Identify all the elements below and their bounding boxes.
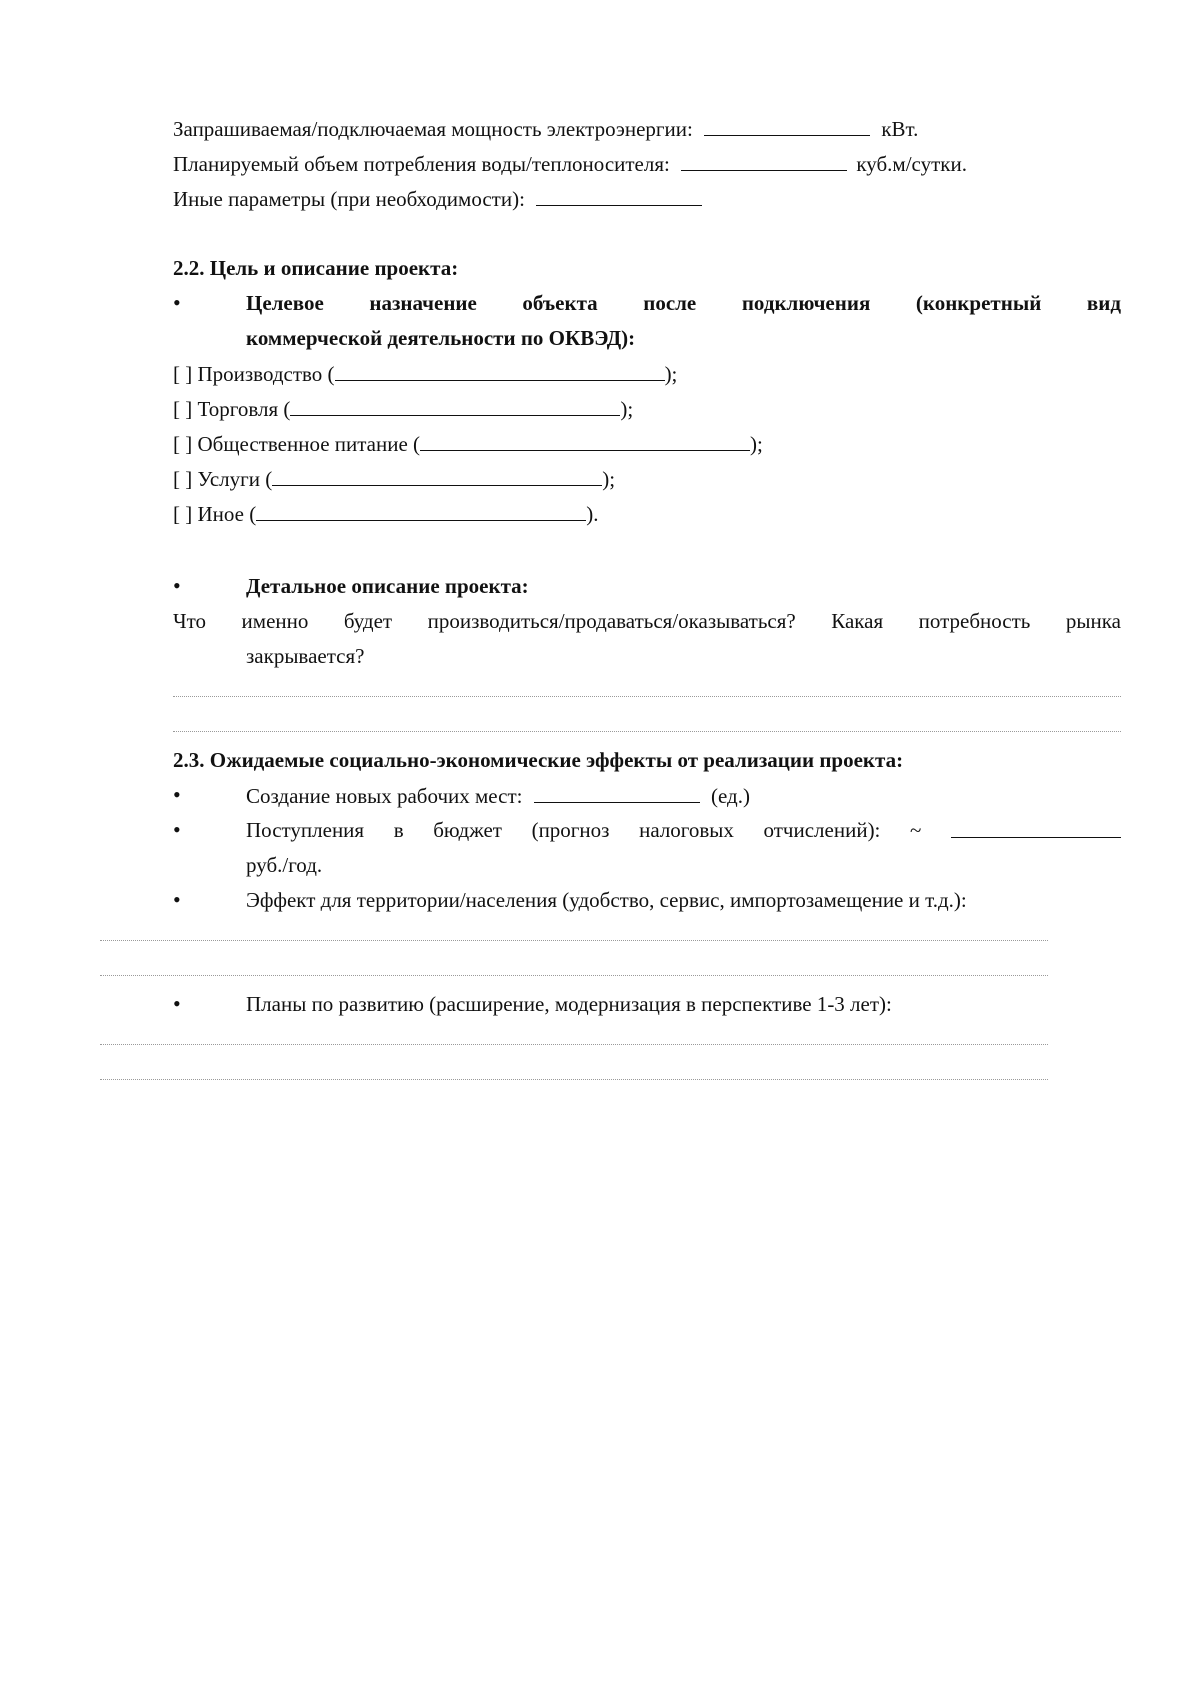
budget-line-1 [246, 817, 1121, 843]
option-services-label: [ ] Услуги ( [173, 467, 273, 491]
bullet-icon [173, 575, 183, 585]
option-close: ); [602, 467, 616, 491]
section-2-2-heading: 2.2. Цель и описание проекта: [173, 256, 459, 280]
budget-field[interactable] [951, 817, 1121, 838]
option-production-field[interactable] [335, 360, 665, 381]
plans-answer-line[interactable] [100, 1079, 1048, 1080]
effect-answer-line[interactable] [100, 975, 1048, 976]
water-label: Планируемый объем потребления воды/теплоносителя: [173, 152, 670, 176]
detail-word: именно [241, 609, 309, 633]
detail-answer-line[interactable] [173, 696, 1121, 697]
effect-answer-line[interactable] [100, 940, 1048, 941]
power-row [173, 115, 918, 142]
plans-answer-line[interactable] [100, 1044, 1048, 1045]
detail-answer-line[interactable] [173, 731, 1121, 732]
budget-word: ~ [910, 818, 922, 842]
purpose-word: Целевое [246, 291, 324, 315]
bullet-icon [173, 819, 183, 829]
option-close: ). [586, 502, 599, 526]
option-other [173, 500, 598, 527]
effect-label: Эффект для территории/населения (удобство, сервис, импортозамещение и т.д.): [246, 888, 967, 912]
option-other-field[interactable] [256, 500, 586, 521]
option-trade-field[interactable] [290, 395, 620, 416]
option-services-field[interactable] [272, 465, 602, 486]
budget-word: бюджет [433, 818, 502, 842]
purpose-word: подключения [741, 291, 871, 315]
bullet-icon [173, 292, 183, 302]
power-label: Запрашиваемая/подключаемая мощность электроэнергии: [173, 117, 693, 141]
purpose-line-1 [246, 290, 1121, 316]
jobs-row [246, 782, 750, 809]
option-close: ); [750, 432, 763, 456]
option-close: ); [620, 397, 634, 421]
bullet-icon [173, 889, 183, 899]
detail-word: Что [173, 609, 207, 633]
purpose-word: после [643, 291, 697, 315]
option-production [173, 360, 677, 387]
jobs-unit: (ед.) [710, 784, 750, 808]
budget-word: в [393, 818, 404, 842]
purpose-word: (конкретный [915, 291, 1042, 315]
detail-heading: Детальное описание проекта: [246, 574, 529, 598]
detail-question-line-2: закрывается? [246, 644, 365, 668]
option-trade [173, 395, 633, 422]
power-unit: кВт. [881, 117, 919, 141]
water-unit: куб.м/сутки. [856, 152, 967, 176]
plans-label: Планы по развитию (расширение, модернизация в перспективе 1-3 лет): [246, 992, 892, 1016]
option-trade-label: [ ] Торговля ( [173, 397, 291, 421]
option-close: ); [664, 362, 678, 386]
other-params-label: Иные параметры (при необходимости): [173, 187, 525, 211]
detail-word: рынка [1065, 609, 1121, 633]
detail-word: Какая [831, 609, 884, 633]
bullet-icon [173, 993, 183, 1003]
option-services [173, 465, 615, 492]
budget-word: Поступления [246, 818, 365, 842]
water-row [173, 150, 967, 177]
budget-word: налоговых [639, 818, 734, 842]
detail-question-line-1 [173, 608, 1121, 634]
section-2-3-heading: 2.3. Ожидаемые социально-экономические эффекты от реализации проекта: [173, 748, 904, 772]
water-field[interactable] [681, 150, 847, 171]
option-other-label: [ ] Иное ( [173, 502, 257, 526]
jobs-label: Создание новых рабочих мест: [246, 784, 523, 808]
budget-word: отчислений): [763, 818, 881, 842]
option-catering [173, 430, 763, 457]
detail-word: производиться/продаваться/оказываться? [427, 609, 796, 633]
detail-word: будет [343, 609, 393, 633]
option-production-label: [ ] Производство ( [173, 362, 335, 386]
budget-word: (прогноз [531, 818, 610, 842]
other-params-field[interactable] [536, 185, 702, 206]
purpose-word: вид [1086, 291, 1121, 315]
other-params-row [173, 185, 702, 212]
power-field[interactable] [704, 115, 870, 136]
purpose-word: объекта [522, 291, 598, 315]
option-catering-field[interactable] [420, 430, 750, 451]
bullet-icon [173, 784, 183, 794]
purpose-word: назначение [369, 291, 477, 315]
jobs-field[interactable] [534, 782, 700, 803]
purpose-line-2: коммерческой деятельности по ОКВЭД): [246, 326, 636, 350]
option-catering-label: [ ] Общественное питание ( [173, 432, 421, 456]
budget-line-2: руб./год. [246, 853, 323, 877]
detail-word: потребность [918, 609, 1031, 633]
